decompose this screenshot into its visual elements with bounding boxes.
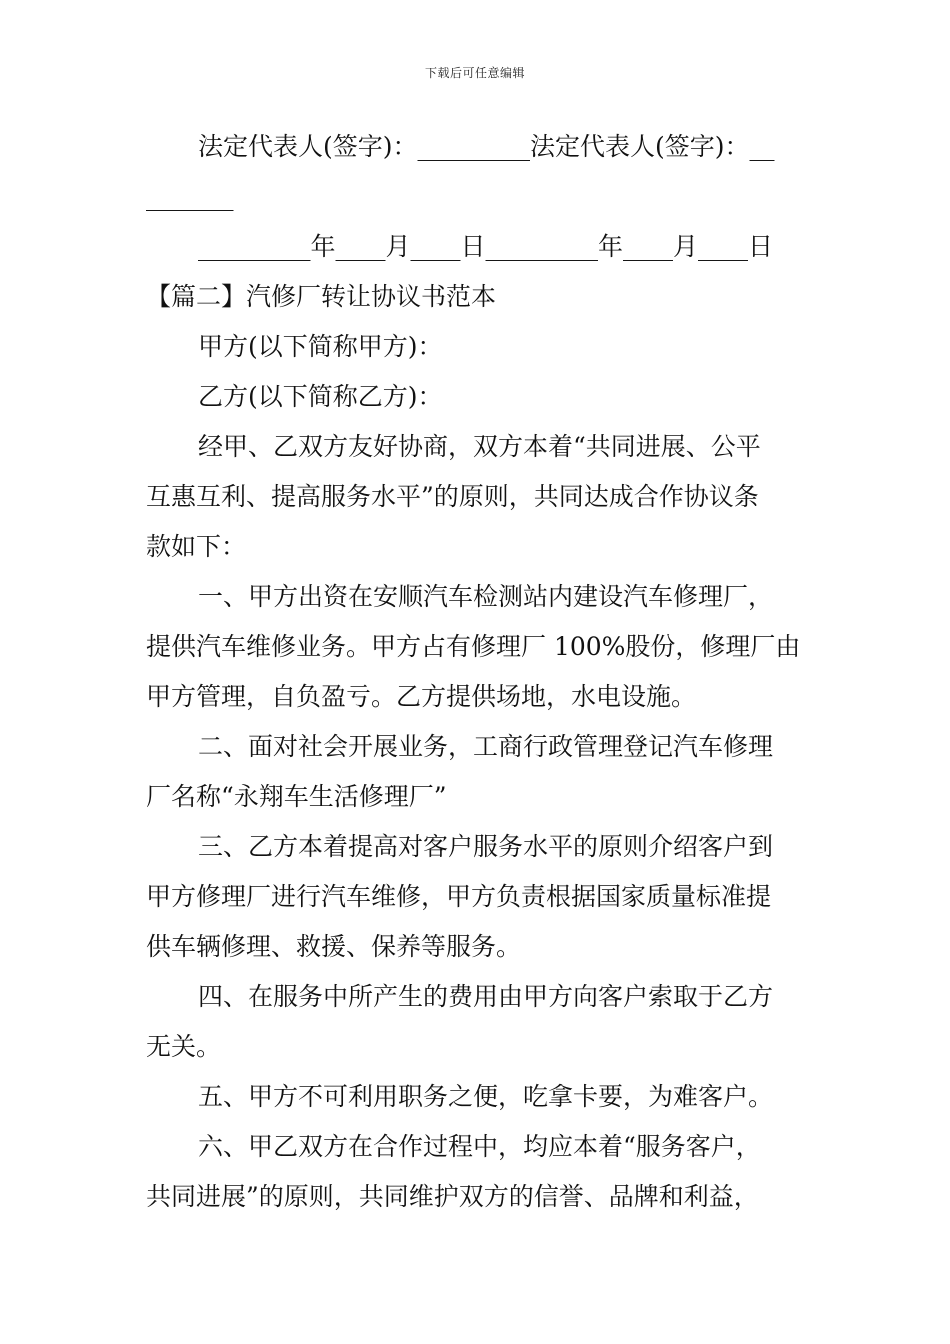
intro-paragraph-line: 款如下：	[146, 532, 247, 561]
date-line: _________年____月____日_________年____月____日	[198, 232, 774, 261]
page-header-note: 下载后可任意编辑	[424, 66, 525, 80]
intro-paragraph-line: 互惠互利、提高服务水平”的原则，共同达成合作协议条	[146, 482, 759, 511]
clause-4-line: 无关。	[146, 1032, 222, 1061]
party-b-line: 乙方(以下简称乙方)：	[198, 382, 443, 411]
intro-paragraph-line: 经甲、乙双方友好协商，双方本着“共同进展、公平	[198, 432, 761, 461]
clause-5-line: 五、甲方不可利用职务之便，吃拿卡要，为难客户。	[198, 1082, 774, 1111]
clause-1-line: 一、甲方出资在安顺汽车检测站内建设汽车修理厂，	[198, 582, 774, 611]
clause-6-line: 共同进展”的原则，共同维护双方的信誉、品牌和利益，	[146, 1182, 759, 1211]
clause-4-line: 四、在服务中所产生的费用由甲方向客户索取于乙方	[198, 982, 774, 1011]
clause-6-line: 六、甲乙双方在合作过程中，均应本着“服务客户，	[198, 1132, 761, 1161]
signature-line-continued: _______	[146, 182, 234, 211]
section-title: 【篇二】汽修厂转让协议书范本	[146, 282, 497, 311]
clause-1-line: 甲方管理，自负盈亏。乙方提供场地，水电设施。	[146, 682, 697, 711]
signature-line: 法定代表人(签字)：_________法定代表人(签字)：__	[198, 132, 775, 161]
clause-2-line: 二、面对社会开展业务，工商行政管理登记汽车修理	[198, 732, 774, 761]
clause-2-line: 厂名称“永翔车生活修理厂”	[146, 782, 447, 811]
document-body	[146, 122, 806, 1222]
clause-1-line: 提供汽车维修业务。甲方占有修理厂 100%股份，修理厂由	[146, 632, 801, 661]
clause-3-line: 三、乙方本着提高对客户服务水平的原则介绍客户到	[198, 832, 774, 861]
party-a-line: 甲方(以下简称甲方)：	[198, 332, 443, 361]
clause-3-line: 甲方修理厂进行汽车维修，甲方负责根据国家质量标准提	[146, 882, 772, 911]
clause-3-line: 供车辆修理、救援、保养等服务。	[146, 932, 522, 961]
